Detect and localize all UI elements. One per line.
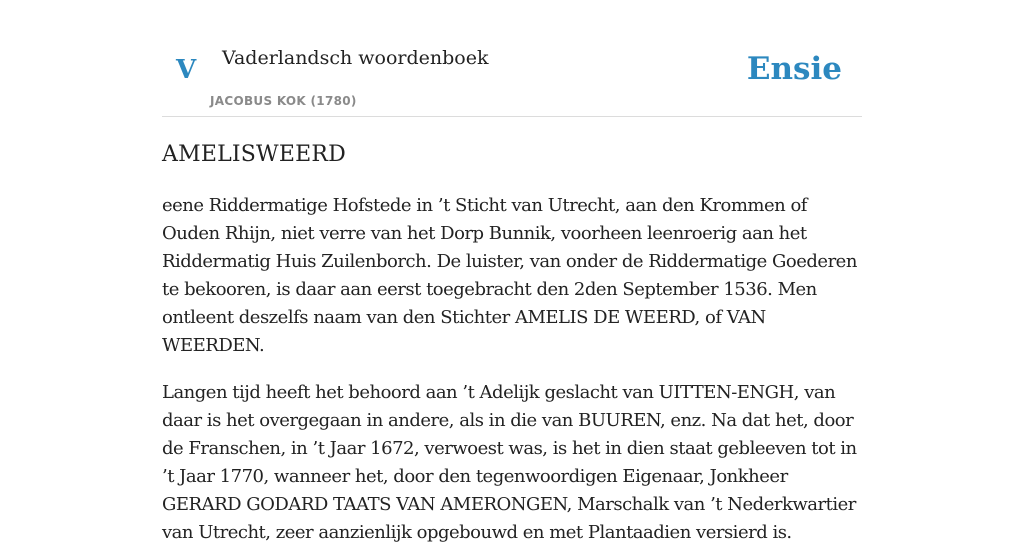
entry-paragraph: eene Riddermatige Hofstede in ’t Sticht van Utrecht, aan den Krommen of Ouden Rhijn, niet verre van het Dorp Bunnik, voorheen leenroerig aan het Riddermatig Huis Zuilenborch. De luister, van onder de Riddermatige Goederen te bekooren, is daar aan eerst toegebracht den 2den September 1536. Men ontleent deszelfs naam van den Stichter AMELIS DE WEERD, of VAN WEERDEN.: [162, 195, 857, 356]
book-title[interactable]: Vaderlandsch woordenboek: [222, 47, 489, 69]
dictionary-entry: [162, 140, 862, 547]
book-author: JACOBUS KOK (1780): [210, 94, 357, 108]
ensie-logo[interactable]: Ensie: [746, 51, 842, 87]
entry-headword: AMELISWEERD: [162, 142, 346, 167]
volume-letter[interactable]: V: [176, 55, 197, 85]
entry-paragraph: Langen tijd heeft het behoord aan ’t Adelijk geslacht van UITTEN-ENGH, van daar is het overgegaan in andere, als in die van BUUREN, enz. Na dat het, door de Franschen, in ’t Jaar 1672, verwoest was, is het in dien staat gebleeven tot in ’t Jaar 1770, wanneer het, door den tegenwoordigen Eigenaar, Jonkheer GERARD GODARD TAATS VAN AMERONGEN, Marschalk van ’t Nederkwartier van Utrecht, zeer aanzienlijk opgebouwd en met Plantaadien versierd is.: [162, 382, 857, 543]
book-header: [162, 0, 862, 117]
